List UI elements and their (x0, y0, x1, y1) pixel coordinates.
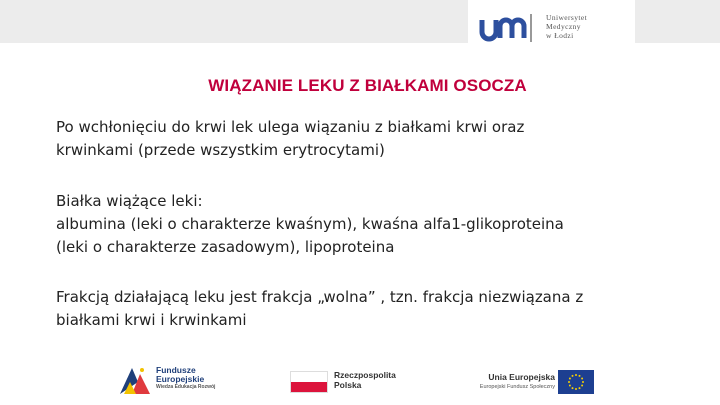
slide-title: WIĄZANIE LEKU Z BIAŁKAMI OSOCZA (208, 76, 527, 95)
poland-label (334, 370, 396, 390)
paragraph-line: krwinkami (przede wszystkim erytrocytami) (56, 141, 385, 159)
paragraph-line: Po wchłonięciu do krwi lek ulega wiązaniu z białkami krwi oraz (56, 118, 525, 136)
paragraph-line: (leki o charakterze zasadowym), lipoproteina (56, 238, 395, 256)
paragraph-absorption (56, 116, 676, 162)
european-funds-label (156, 366, 215, 391)
european-funds-icon (118, 364, 152, 396)
eu-label (478, 372, 555, 391)
funds-line: Fundusze (156, 365, 196, 375)
university-line: w Łodzi (546, 31, 574, 40)
university-name (546, 13, 632, 40)
paragraph-line: białkami krwi i krwinkami (56, 311, 247, 329)
um-logo-icon (478, 14, 542, 42)
paragraph-line: Białka wiążące leki: (56, 192, 203, 210)
paragraph-line: albumina (leki o charakterze kwaśnym), kwaśna alfa1-glikoproteina (56, 215, 564, 233)
paragraph-binding-proteins (56, 190, 676, 259)
poland-flag-icon (290, 371, 328, 393)
funds-line: Europejskie (156, 374, 205, 384)
eu-flag-icon (558, 370, 594, 394)
poland-line: Rzeczpospolita (334, 370, 396, 380)
paragraph-free-fraction (56, 286, 676, 332)
university-line: Medyczny (546, 22, 581, 31)
poland-line: Polska (334, 380, 362, 390)
eu-subline: Europejski Fundusz Społeczny (479, 384, 555, 390)
university-line: Uniwersytet (546, 13, 588, 22)
funds-subline: Wiedza Edukacja Rozwój (156, 384, 216, 390)
eu-line: Unia Europejska (488, 372, 555, 382)
paragraph-line: Frakcją działającą leku jest frakcja „wolna” , tzn. frakcja niezwiązana z (56, 288, 584, 306)
